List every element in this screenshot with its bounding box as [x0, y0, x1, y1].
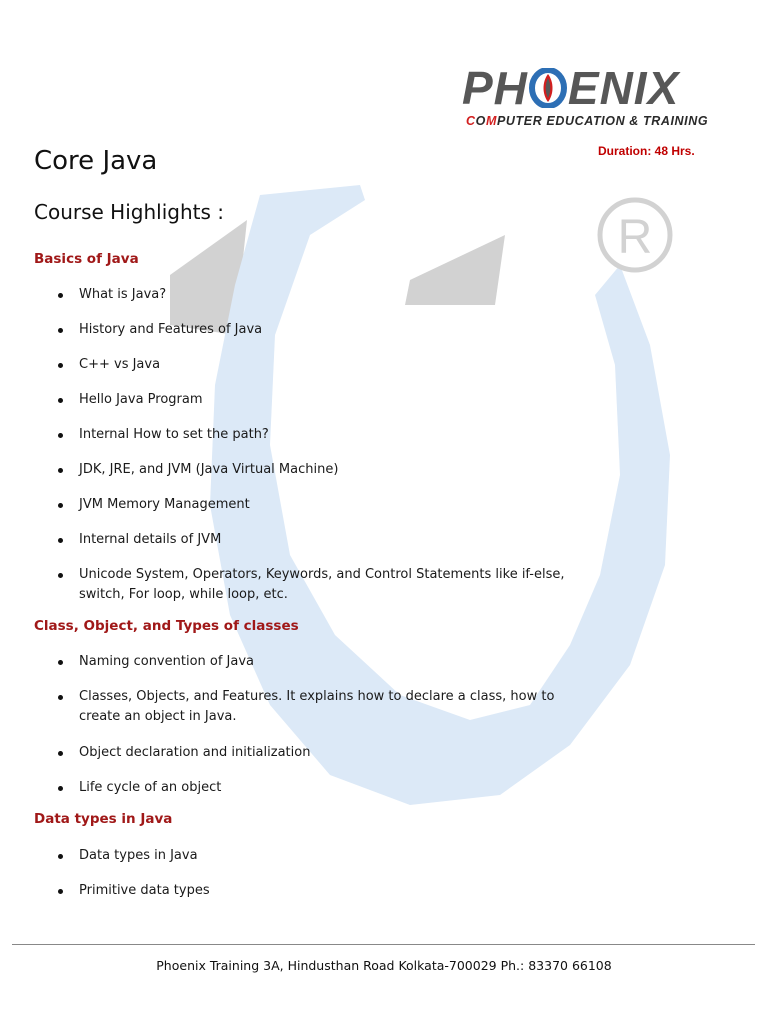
list-item-text: Internal How to set the path?	[79, 427, 269, 442]
course-duration: Duration: 48 Hrs.	[598, 144, 695, 158]
list-item-text: Object declaration and initialization	[79, 745, 311, 760]
bullet-icon	[58, 889, 63, 894]
list-item	[0, 565, 590, 621]
bullet-icon	[58, 751, 63, 756]
section-heading-datatypes: Data types in Java	[34, 811, 173, 827]
section-heading-basics: Basics of Java	[34, 251, 139, 267]
bullet-icon	[58, 660, 63, 665]
logo-word-right: ENIX	[567, 62, 680, 114]
list-item-text: JDK, JRE, and JVM (Java Virtual Machine)	[79, 462, 339, 477]
bullet-icon	[58, 503, 63, 508]
bullet-icon	[58, 786, 63, 791]
phoenix-bird-icon	[528, 68, 568, 108]
bullet-icon	[58, 328, 63, 333]
list-item-text: What is Java?	[79, 287, 167, 302]
list-item	[0, 320, 590, 355]
list-item	[0, 390, 590, 425]
bullet-icon	[58, 538, 63, 543]
list-item-text: Data types in Java	[79, 848, 198, 863]
list-item	[0, 743, 590, 778]
list-item-text: Unicode System, Operators, Keywords, and Control Statements like if-else, switch, For loop, while loop, etc.	[79, 567, 565, 602]
page-subtitle: Course Highlights :	[34, 200, 224, 224]
logo-tagline	[466, 114, 708, 128]
list-item	[0, 495, 590, 530]
footer-contact: Phoenix Training 3A, Hindusthan Road Kolkata-700029 Ph.: 83370 66108	[156, 958, 612, 973]
page-title: Core Java	[34, 146, 158, 176]
footer-divider	[12, 944, 755, 945]
list-item	[0, 530, 590, 565]
bullet-icon	[58, 695, 63, 700]
logo-tagline-letter: M	[485, 114, 497, 128]
bullet-icon	[58, 468, 63, 473]
list-item-text: Naming convention of Java	[79, 654, 255, 669]
logo-tagline-letter: C	[466, 114, 476, 128]
list-item-text: JVM Memory Management	[79, 497, 250, 512]
list-item-text: Hello Java Program	[79, 392, 203, 407]
list-item	[0, 425, 590, 460]
list-item	[0, 687, 590, 743]
bullet-icon	[58, 363, 63, 368]
svg-text:R: R	[617, 211, 653, 264]
logo-word-left: PH	[462, 62, 528, 114]
phoenix-logo	[462, 62, 724, 132]
section-list-datatypes	[0, 846, 768, 916]
list-item-text: Life cycle of an object	[79, 780, 222, 795]
list-item	[0, 881, 590, 916]
bullet-icon	[58, 573, 63, 578]
list-item	[0, 355, 590, 390]
section-heading-classes: Class, Object, and Types of classes	[34, 618, 299, 634]
list-item	[0, 460, 590, 495]
section-list-basics	[0, 285, 768, 621]
section-list-classes	[0, 652, 768, 813]
list-item	[0, 778, 590, 813]
bullet-icon	[58, 854, 63, 859]
bullet-icon	[58, 433, 63, 438]
logo-tagline-letter: O	[475, 114, 486, 128]
list-item-text: Classes, Objects, and Features. It explains how to declare a class, how to create an object in Java.	[79, 689, 555, 724]
list-item-text: Primitive data types	[79, 883, 210, 898]
list-item-text: C++ vs Java	[79, 357, 161, 372]
bullet-icon	[58, 293, 63, 298]
bullet-icon	[58, 398, 63, 403]
logo-wordmark	[462, 62, 679, 114]
list-item	[0, 846, 590, 881]
list-item	[0, 652, 590, 687]
list-item	[0, 285, 590, 320]
logo-tagline-text: PUTER EDUCATION & TRAINING	[496, 114, 709, 128]
list-item-text: Internal details of JVM	[79, 532, 222, 547]
list-item-text: History and Features of Java	[79, 322, 263, 337]
